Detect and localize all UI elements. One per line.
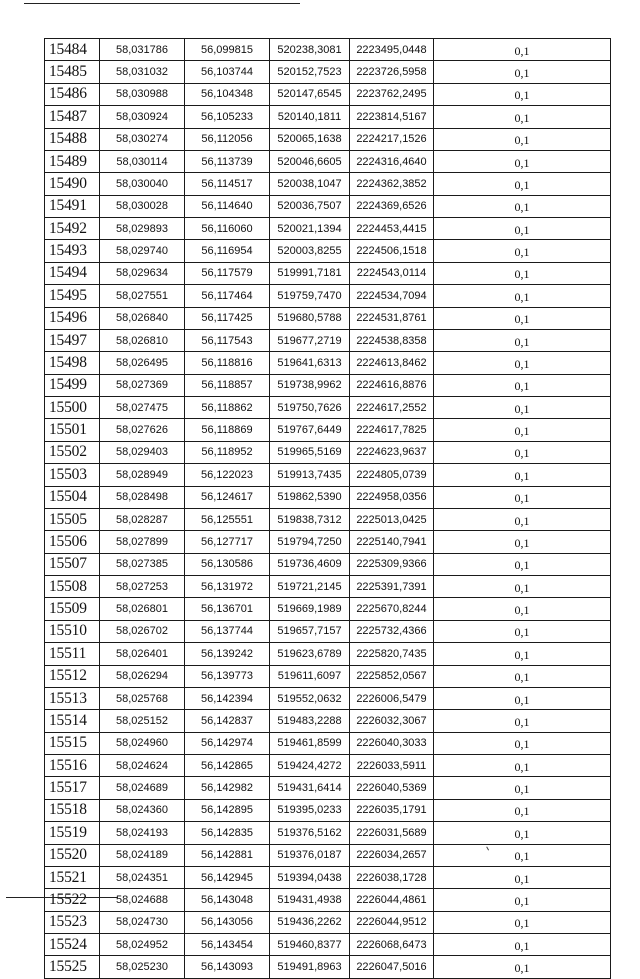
accuracy-cell: 0,1 (434, 620, 611, 642)
point-number-cell: 15492 (45, 218, 100, 240)
coord-y-cell: 2224543,0114 (350, 262, 434, 284)
coord-x-cell: 519965,5169 (270, 441, 350, 463)
coord-y-cell: 2226068,6473 (350, 934, 434, 956)
top-rule (24, 3, 300, 4)
coord-x-cell: 519991,7181 (270, 262, 350, 284)
longitude-cell: 56,114640 (185, 195, 270, 217)
accuracy-cell: 0,1 (434, 799, 611, 821)
point-number-cell: 15514 (45, 710, 100, 732)
coord-x-cell: 519376,5162 (270, 822, 350, 844)
longitude-cell: 56,117464 (185, 285, 270, 307)
latitude-cell: 58,029634 (100, 262, 185, 284)
table-row (45, 911, 611, 933)
point-number-cell: 15487 (45, 106, 100, 128)
point-number-cell: 15525 (45, 956, 100, 978)
coord-y-cell: 2226006,5479 (350, 687, 434, 709)
coord-y-cell: 2224369,6526 (350, 195, 434, 217)
table-row (45, 240, 611, 262)
longitude-cell: 56,125551 (185, 508, 270, 530)
coord-y-cell: 2226047,5016 (350, 956, 434, 978)
latitude-cell: 58,029403 (100, 441, 185, 463)
point-number-cell: 15500 (45, 397, 100, 419)
table-row (45, 643, 611, 665)
table-row (45, 576, 611, 598)
longitude-cell: 56,143056 (185, 911, 270, 933)
coord-y-cell: 2223814,5167 (350, 106, 434, 128)
latitude-cell: 58,030924 (100, 106, 185, 128)
latitude-cell: 58,028949 (100, 464, 185, 486)
accuracy-cell: 0,1 (434, 307, 611, 329)
latitude-cell: 58,029740 (100, 240, 185, 262)
table-row (45, 956, 611, 978)
accuracy-cell: 0,1 (434, 710, 611, 732)
longitude-cell: 56,112056 (185, 128, 270, 150)
point-number-cell: 15493 (45, 240, 100, 262)
longitude-cell: 56,143454 (185, 934, 270, 956)
accuracy-cell: 0,1 (434, 285, 611, 307)
coord-y-cell: 2224217,1526 (350, 128, 434, 150)
accuracy-cell: 0,1 (434, 956, 611, 978)
latitude-cell: 58,029893 (100, 218, 185, 240)
latitude-cell: 58,031032 (100, 61, 185, 83)
latitude-cell: 58,028287 (100, 508, 185, 530)
accuracy-cell: 0,1 (434, 262, 611, 284)
accuracy-cell: 0,1 (434, 866, 611, 888)
latitude-cell: 58,031786 (100, 39, 185, 61)
latitude-cell: 58,027385 (100, 553, 185, 575)
coord-y-cell: 2224623,9637 (350, 441, 434, 463)
coord-y-cell: 2225732,4366 (350, 620, 434, 642)
coord-y-cell: 2225670,8244 (350, 598, 434, 620)
longitude-cell: 56,117579 (185, 262, 270, 284)
table-row (45, 732, 611, 754)
latitude-cell: 58,030028 (100, 195, 185, 217)
table-row (45, 464, 611, 486)
latitude-cell: 58,027899 (100, 531, 185, 553)
coord-x-cell: 519483,2288 (270, 710, 350, 732)
longitude-cell: 56,142865 (185, 755, 270, 777)
coord-x-cell: 520021,1394 (270, 218, 350, 240)
coord-y-cell: 2226033,5911 (350, 755, 434, 777)
coord-x-cell: 519736,4609 (270, 553, 350, 575)
coord-y-cell: 2224617,7825 (350, 419, 434, 441)
point-number-cell: 15484 (45, 39, 100, 61)
coord-x-cell: 520238,3081 (270, 39, 350, 61)
accuracy-cell: 0,1 (434, 687, 611, 709)
accuracy-cell: 0,1 (434, 464, 611, 486)
accuracy-cell: 0,1 (434, 374, 611, 396)
table-row (45, 352, 611, 374)
coord-x-cell: 520140,1811 (270, 106, 350, 128)
longitude-cell: 56,118952 (185, 441, 270, 463)
table-row (45, 128, 611, 150)
latitude-cell: 58,026495 (100, 352, 185, 374)
coord-x-cell: 519913,7435 (270, 464, 350, 486)
accuracy-cell: 0,1 (434, 419, 611, 441)
longitude-cell: 56,118869 (185, 419, 270, 441)
accuracy-cell: 0,1 (434, 106, 611, 128)
table-row (45, 329, 611, 351)
coord-x-cell: 519394,0438 (270, 866, 350, 888)
table-row (45, 822, 611, 844)
accuracy-cell: 0,1 (434, 911, 611, 933)
point-number-cell: 15519 (45, 822, 100, 844)
table-row (45, 374, 611, 396)
point-number-cell: 15522 (45, 889, 100, 911)
latitude-cell: 58,026702 (100, 620, 185, 642)
table-row (45, 61, 611, 83)
coord-y-cell: 2226031,5689 (350, 822, 434, 844)
latitude-cell: 58,025152 (100, 710, 185, 732)
table-row (45, 441, 611, 463)
longitude-cell: 56,104348 (185, 83, 270, 105)
coord-x-cell: 519669,1989 (270, 598, 350, 620)
point-number-cell: 15490 (45, 173, 100, 195)
bottom-rule (6, 897, 118, 898)
point-number-cell: 15506 (45, 531, 100, 553)
coord-y-cell: 2224613,8462 (350, 352, 434, 374)
coord-x-cell: 519552,0632 (270, 687, 350, 709)
table-row (45, 419, 611, 441)
accuracy-cell: 0,1 (434, 329, 611, 351)
longitude-cell: 56,136701 (185, 598, 270, 620)
longitude-cell: 56,127717 (185, 531, 270, 553)
coord-y-cell: 2225820,7435 (350, 643, 434, 665)
point-number-cell: 15523 (45, 911, 100, 933)
table-row (45, 799, 611, 821)
longitude-cell: 56,113739 (185, 150, 270, 172)
accuracy-cell: 0,1 (434, 39, 611, 61)
latitude-cell: 58,024730 (100, 911, 185, 933)
accuracy-cell: 0,1 (434, 397, 611, 419)
coord-x-cell: 519862,5390 (270, 486, 350, 508)
point-number-cell: 15520 (45, 844, 100, 866)
table-row (45, 262, 611, 284)
accuracy-cell: 0,1 (434, 486, 611, 508)
table-row (45, 844, 611, 866)
coord-y-cell: 2224531,8761 (350, 307, 434, 329)
longitude-cell: 56,118857 (185, 374, 270, 396)
point-number-cell: 15507 (45, 553, 100, 575)
accuracy-cell: 0,1 (434, 508, 611, 530)
point-number-cell: 15516 (45, 755, 100, 777)
coord-x-cell: 519677,2719 (270, 329, 350, 351)
point-number-cell: 15488 (45, 128, 100, 150)
coord-x-cell: 520065,1638 (270, 128, 350, 150)
point-number-cell: 15510 (45, 620, 100, 642)
table-row (45, 553, 611, 575)
latitude-cell: 58,024960 (100, 732, 185, 754)
table-row (45, 531, 611, 553)
latitude-cell: 58,026810 (100, 329, 185, 351)
longitude-cell: 56,124617 (185, 486, 270, 508)
coord-y-cell: 2226032,3067 (350, 710, 434, 732)
table-row (45, 106, 611, 128)
coord-y-cell: 2226038,1728 (350, 866, 434, 888)
table-row (45, 150, 611, 172)
point-number-cell: 15498 (45, 352, 100, 374)
latitude-cell: 58,025768 (100, 687, 185, 709)
coord-x-cell: 519767,6449 (270, 419, 350, 441)
accuracy-cell: 0,1 (434, 643, 611, 665)
point-number-cell: 15508 (45, 576, 100, 598)
coord-y-cell: 2224506,1518 (350, 240, 434, 262)
latitude-cell: 58,025230 (100, 956, 185, 978)
longitude-cell: 56,116060 (185, 218, 270, 240)
point-number-cell: 15503 (45, 464, 100, 486)
latitude-cell: 58,026294 (100, 665, 185, 687)
latitude-cell: 58,030114 (100, 150, 185, 172)
coord-y-cell: 2223495,0448 (350, 39, 434, 61)
table-row (45, 934, 611, 956)
latitude-cell: 58,024624 (100, 755, 185, 777)
accuracy-cell: 0,1 (434, 61, 611, 83)
coord-x-cell: 520003,8255 (270, 240, 350, 262)
point-number-cell: 15524 (45, 934, 100, 956)
coord-x-cell: 519424,4272 (270, 755, 350, 777)
coord-y-cell: 2224616,8876 (350, 374, 434, 396)
point-number-cell: 15511 (45, 643, 100, 665)
accuracy-cell: 0,1 (434, 173, 611, 195)
coord-x-cell: 519657,7157 (270, 620, 350, 642)
accuracy-cell: 0,1 (434, 150, 611, 172)
coord-y-cell: 2226034,2657 (350, 844, 434, 866)
coord-x-cell: 519611,6097 (270, 665, 350, 687)
coord-x-cell: 519460,8377 (270, 934, 350, 956)
accuracy-cell: 0,1 (434, 844, 611, 866)
table-row (45, 710, 611, 732)
latitude-cell: 58,030988 (100, 83, 185, 105)
coord-y-cell: 2225852,0567 (350, 665, 434, 687)
coord-x-cell: 519431,4938 (270, 889, 350, 911)
table-row (45, 307, 611, 329)
coord-x-cell: 519461,8599 (270, 732, 350, 754)
table-row (45, 285, 611, 307)
coord-x-cell: 519838,7312 (270, 508, 350, 530)
longitude-cell: 56,118816 (185, 352, 270, 374)
point-number-cell: 15504 (45, 486, 100, 508)
point-number-cell: 15513 (45, 687, 100, 709)
coord-y-cell: 2226035,1791 (350, 799, 434, 821)
table-row (45, 173, 611, 195)
point-number-cell: 15495 (45, 285, 100, 307)
longitude-cell: 56,105233 (185, 106, 270, 128)
coord-x-cell: 519436,2262 (270, 911, 350, 933)
longitude-cell: 56,142881 (185, 844, 270, 866)
point-number-cell: 15497 (45, 329, 100, 351)
longitude-cell: 56,142837 (185, 710, 270, 732)
point-number-cell: 15491 (45, 195, 100, 217)
longitude-cell: 56,142982 (185, 777, 270, 799)
accuracy-cell: 0,1 (434, 732, 611, 754)
point-number-cell: 15494 (45, 262, 100, 284)
table-row (45, 777, 611, 799)
accuracy-cell: 0,1 (434, 352, 611, 374)
table-row (45, 397, 611, 419)
table-row (45, 755, 611, 777)
longitude-cell: 56,117543 (185, 329, 270, 351)
latitude-cell: 58,030040 (100, 173, 185, 195)
point-number-cell: 15518 (45, 799, 100, 821)
latitude-cell: 58,027551 (100, 285, 185, 307)
longitude-cell: 56,137744 (185, 620, 270, 642)
coord-y-cell: 2226044,9512 (350, 911, 434, 933)
point-number-cell: 15517 (45, 777, 100, 799)
table-row (45, 687, 611, 709)
coord-x-cell: 519794,7250 (270, 531, 350, 553)
accuracy-cell: 0,1 (434, 195, 611, 217)
coord-x-cell: 519750,7626 (270, 397, 350, 419)
accuracy-cell: 0,1 (434, 531, 611, 553)
accuracy-cell: 0,1 (434, 777, 611, 799)
longitude-cell: 56,143093 (185, 956, 270, 978)
coord-x-cell: 520046,6605 (270, 150, 350, 172)
point-number-cell: 15509 (45, 598, 100, 620)
table-row (45, 665, 611, 687)
table-row (45, 508, 611, 530)
coord-y-cell: 2224805,0739 (350, 464, 434, 486)
longitude-cell: 56,114517 (185, 173, 270, 195)
coord-x-cell: 519395,0233 (270, 799, 350, 821)
coord-x-cell: 520152,7523 (270, 61, 350, 83)
coord-x-cell: 519623,6789 (270, 643, 350, 665)
coord-y-cell: 2225309,9366 (350, 553, 434, 575)
latitude-cell: 58,024952 (100, 934, 185, 956)
table-row (45, 889, 611, 911)
accuracy-cell: 0,1 (434, 934, 611, 956)
accuracy-cell: 0,1 (434, 218, 611, 240)
accuracy-cell: 0,1 (434, 553, 611, 575)
coord-y-cell: 2225391,7391 (350, 576, 434, 598)
point-number-cell: 15499 (45, 374, 100, 396)
coord-x-cell: 519738,9962 (270, 374, 350, 396)
coord-x-cell: 519376,0187 (270, 844, 350, 866)
coord-x-cell: 519721,2145 (270, 576, 350, 598)
coord-y-cell: 2224453,4415 (350, 218, 434, 240)
coord-y-cell: 2224617,2552 (350, 397, 434, 419)
latitude-cell: 58,028498 (100, 486, 185, 508)
table-row (45, 218, 611, 240)
table-row (45, 866, 611, 888)
coord-y-cell: 2224362,3852 (350, 173, 434, 195)
accuracy-cell: 0,1 (434, 665, 611, 687)
point-number-cell: 15512 (45, 665, 100, 687)
coord-x-cell: 520147,6545 (270, 83, 350, 105)
coord-y-cell: 2226044,4861 (350, 889, 434, 911)
latitude-cell: 58,024688 (100, 889, 185, 911)
point-number-cell: 15489 (45, 150, 100, 172)
latitude-cell: 58,030274 (100, 128, 185, 150)
coord-y-cell: 2226040,5369 (350, 777, 434, 799)
coord-x-cell: 519431,6414 (270, 777, 350, 799)
latitude-cell: 58,027626 (100, 419, 185, 441)
latitude-cell: 58,027253 (100, 576, 185, 598)
coord-x-cell: 520038,1047 (270, 173, 350, 195)
accuracy-cell: 0,1 (434, 128, 611, 150)
longitude-cell: 56,103744 (185, 61, 270, 83)
coord-y-cell: 2225140,7941 (350, 531, 434, 553)
coord-x-cell: 519641,6313 (270, 352, 350, 374)
accuracy-cell: 0,1 (434, 240, 611, 262)
latitude-cell: 58,026840 (100, 307, 185, 329)
table-row (45, 195, 611, 217)
longitude-cell: 56,142394 (185, 687, 270, 709)
point-number-cell: 15521 (45, 866, 100, 888)
coord-y-cell: 2223762,2495 (350, 83, 434, 105)
accuracy-cell: 0,1 (434, 598, 611, 620)
longitude-cell: 56,130586 (185, 553, 270, 575)
longitude-cell: 56,142835 (185, 822, 270, 844)
coord-y-cell: 2224316,4640 (350, 150, 434, 172)
point-number-cell: 15496 (45, 307, 100, 329)
point-number-cell: 15501 (45, 419, 100, 441)
accuracy-cell: 0,1 (434, 83, 611, 105)
coord-y-cell: 2225013,0425 (350, 508, 434, 530)
longitude-cell: 56,143048 (185, 889, 270, 911)
longitude-cell: 56,142974 (185, 732, 270, 754)
coord-y-cell: 2226040,3033 (350, 732, 434, 754)
latitude-cell: 58,026401 (100, 643, 185, 665)
latitude-cell: 58,024689 (100, 777, 185, 799)
longitude-cell: 56,131972 (185, 576, 270, 598)
table-row (45, 598, 611, 620)
longitude-cell: 56,139773 (185, 665, 270, 687)
latitude-cell: 58,024189 (100, 844, 185, 866)
longitude-cell: 56,117425 (185, 307, 270, 329)
longitude-cell: 56,122023 (185, 464, 270, 486)
longitude-cell: 56,116954 (185, 240, 270, 262)
table-row (45, 620, 611, 642)
accuracy-cell: 0,1 (434, 889, 611, 911)
point-number-cell: 15486 (45, 83, 100, 105)
accuracy-cell: 0,1 (434, 822, 611, 844)
coord-x-cell: 519759,7470 (270, 285, 350, 307)
longitude-cell: 56,142895 (185, 799, 270, 821)
latitude-cell: 58,027475 (100, 397, 185, 419)
coord-y-cell: 2224534,7094 (350, 285, 434, 307)
point-number-cell: 15515 (45, 732, 100, 754)
point-number-cell: 15485 (45, 61, 100, 83)
table-row (45, 39, 611, 61)
point-number-cell: 15505 (45, 508, 100, 530)
coord-x-cell: 520036,7507 (270, 195, 350, 217)
longitude-cell: 56,139242 (185, 643, 270, 665)
latitude-cell: 58,024351 (100, 866, 185, 888)
coord-x-cell: 519491,8963 (270, 956, 350, 978)
latitude-cell: 58,026801 (100, 598, 185, 620)
accuracy-cell: 0,1 (434, 441, 611, 463)
accuracy-cell: 0,1 (434, 576, 611, 598)
coordinate-table (44, 38, 611, 979)
latitude-cell: 58,024193 (100, 822, 185, 844)
coord-x-cell: 519680,5788 (270, 307, 350, 329)
longitude-cell: 56,099815 (185, 39, 270, 61)
coord-y-cell: 2223726,5958 (350, 61, 434, 83)
coordinate-table-body (45, 39, 611, 979)
accuracy-cell: 0,1 (434, 755, 611, 777)
latitude-cell: 58,027369 (100, 374, 185, 396)
point-number-cell: 15502 (45, 441, 100, 463)
longitude-cell: 56,142945 (185, 866, 270, 888)
coord-y-cell: 2224538,8358 (350, 329, 434, 351)
longitude-cell: 56,118862 (185, 397, 270, 419)
table-row (45, 83, 611, 105)
latitude-cell: 58,024360 (100, 799, 185, 821)
coord-y-cell: 2224958,0356 (350, 486, 434, 508)
table-row (45, 486, 611, 508)
